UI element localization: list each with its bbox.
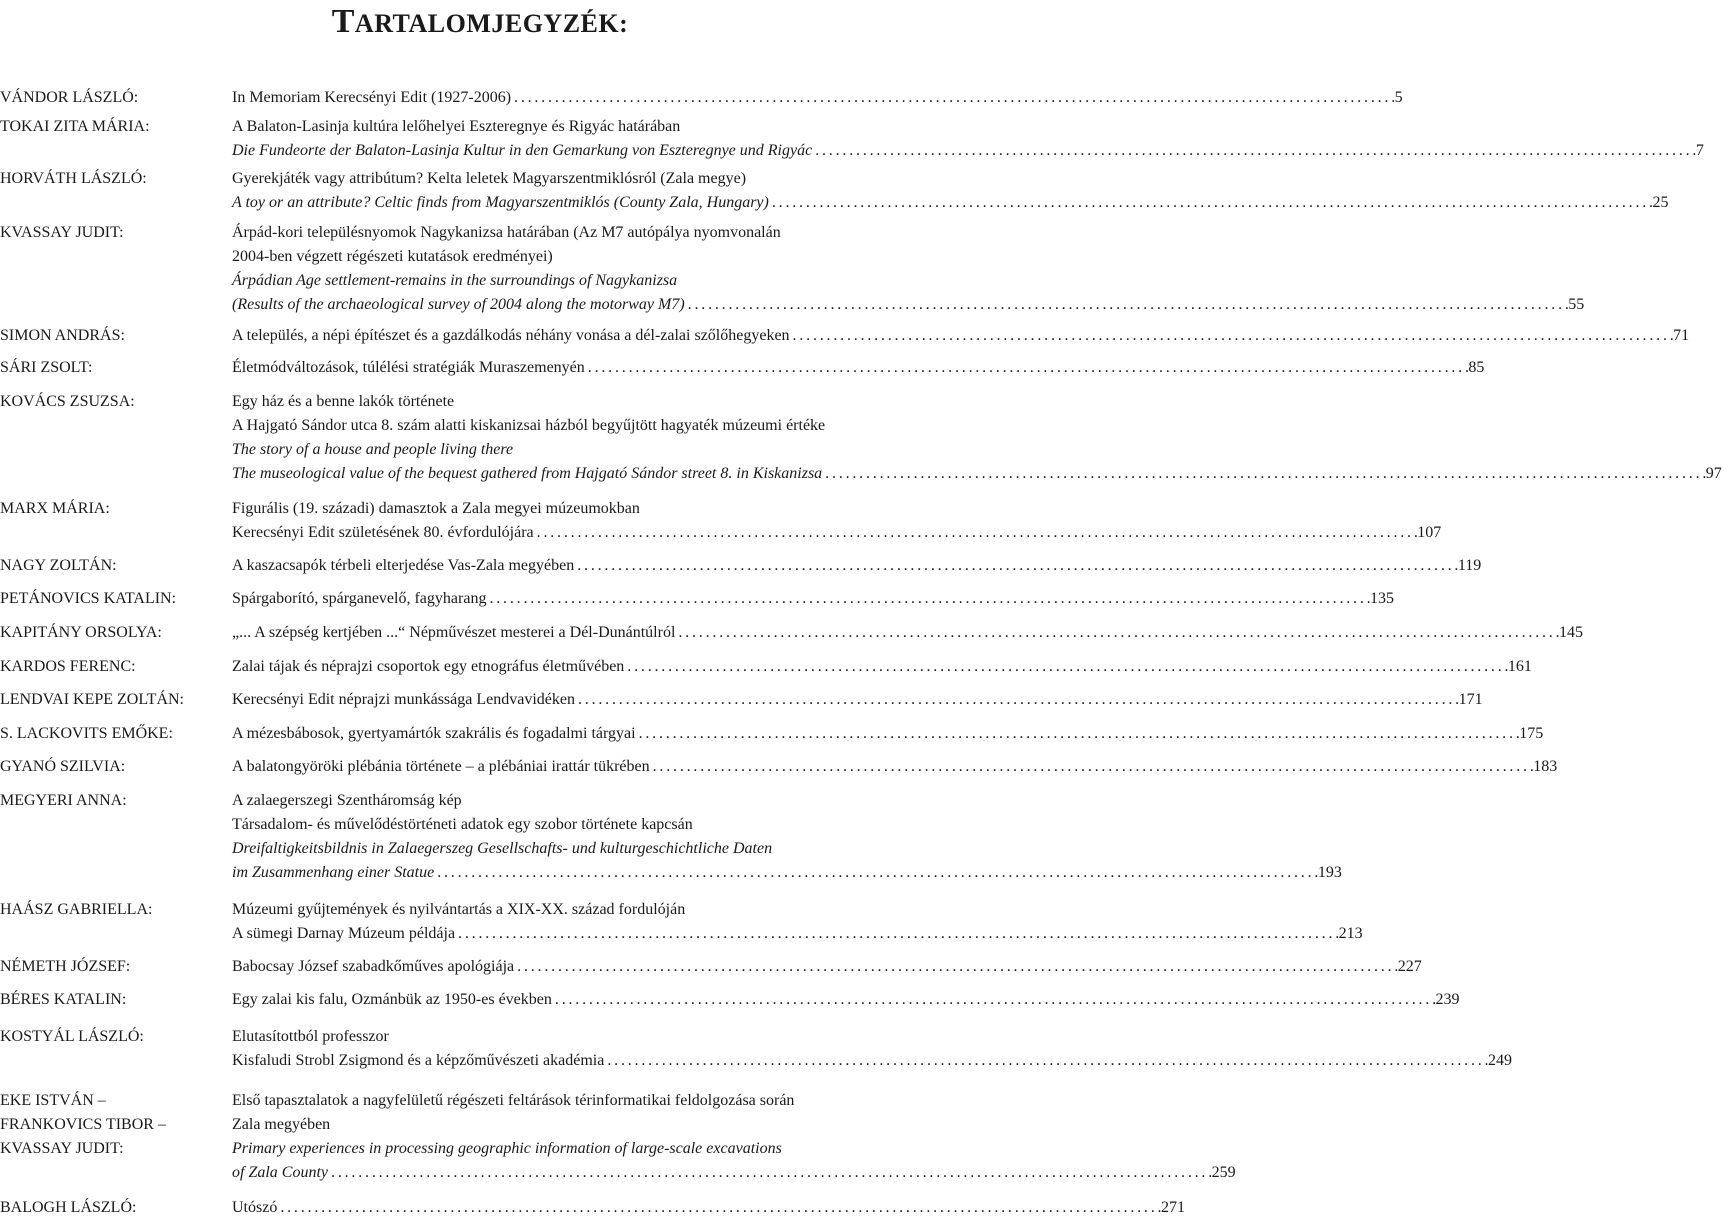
toc-title-block xyxy=(232,587,1396,611)
toc-entry xyxy=(0,1196,1185,1220)
toc-title-line xyxy=(232,789,1342,813)
title-text: Egy zalai kis falu, Ozmánbük az 1950-es években xyxy=(232,991,552,1008)
toc-title-block xyxy=(232,497,1443,545)
toc-entry xyxy=(0,497,1442,545)
dot-leader xyxy=(552,988,1436,1012)
title-text: Zalai tájak és néprajzi csoportok egy etnográfus életművében xyxy=(232,658,625,675)
table-of-contents xyxy=(0,86,1722,1220)
title-text: (Results of the archaeological survey of 2004 along the motorway M7) xyxy=(232,296,685,313)
author-name: BÉRES KATALIN: xyxy=(0,991,127,1008)
toc-title-line-last xyxy=(232,1196,1185,1220)
dot-leader xyxy=(511,86,1395,110)
toc-author xyxy=(0,898,232,946)
title-text: Die Fundeorte der Balaton-Lasinja Kultur in den Gemarkung von Eszteregnye und Rigyác xyxy=(232,142,813,159)
author-name: MARX MÁRIA: xyxy=(0,500,110,517)
page-number: 175 xyxy=(1519,725,1544,742)
dot-leader xyxy=(277,1196,1161,1220)
title-text: A mézesbábosok, gyertyamártók szakrális és fogadalmi tárgyai xyxy=(232,725,636,742)
toc-title-block xyxy=(232,86,1405,110)
toc-title-block xyxy=(232,1025,1514,1073)
title-text: Múzeumi gyűjtemények és nyilvántartás a XIX-XX. század fordulóján xyxy=(232,901,686,918)
toc-author xyxy=(0,115,232,163)
toc-title-line xyxy=(232,898,1363,922)
page-number: 239 xyxy=(1435,991,1460,1008)
toc-title-block xyxy=(232,1089,1238,1185)
author-name: HORVÁTH LÁSZLÓ: xyxy=(0,170,147,187)
toc-title-line-last xyxy=(232,191,1668,215)
page-number: 193 xyxy=(1317,864,1342,881)
toc-entry xyxy=(0,955,1422,979)
title-text: A balatongyöröki plébánia története – a plébániai irattár tükrében xyxy=(232,758,650,775)
toc-title-line xyxy=(232,1137,1236,1161)
toc-author xyxy=(0,497,232,545)
toc-title-line-last xyxy=(232,356,1484,380)
author-name: LENDVAI KEPE ZOLTÁN: xyxy=(0,691,184,708)
toc-title-block xyxy=(232,324,1691,348)
title-text: Primary experiences in processing geographic information of large-scale excavations xyxy=(232,1140,782,1157)
title-text: A kaszacsapók térbeli elterjedése Vas-Zala megyében xyxy=(232,557,575,574)
toc-title-block xyxy=(232,115,1706,163)
toc-title-line-last xyxy=(232,1049,1512,1073)
toc-entry xyxy=(0,722,1544,746)
toc-entry xyxy=(0,356,1485,380)
toc-title-line-last xyxy=(232,462,1722,486)
toc-title-line xyxy=(232,115,1704,139)
toc-entry xyxy=(0,755,1558,779)
author-name: GYANÓ SZILVIA: xyxy=(0,758,126,775)
author-name: NÉMETH JÓZSEF: xyxy=(0,958,131,975)
title-text: Gyerekjáték vagy attribútum? Kelta leletek Magyarszentmiklósról (Zala megye) xyxy=(232,170,747,187)
toc-entry xyxy=(0,988,1460,1012)
toc-title-line xyxy=(232,221,1584,245)
toc-entry xyxy=(0,554,1482,578)
toc-author xyxy=(0,86,232,110)
title-text: Társadalom- és művelődéstörténeti adatok egy szobor története kapcsán xyxy=(232,816,693,833)
dot-leader xyxy=(790,324,1674,348)
author-name: NAGY ZOLTÁN: xyxy=(0,557,117,574)
page-number: 107 xyxy=(1417,524,1442,541)
toc-title-line xyxy=(232,837,1342,861)
page-number: 145 xyxy=(1559,624,1584,641)
toc-title-line-last xyxy=(232,521,1441,545)
page-number: 7 xyxy=(1695,142,1704,159)
page-number: 25 xyxy=(1652,194,1669,211)
author-name: KOSTYÁL LÁSZLÓ: xyxy=(0,1028,144,1045)
toc-title-block xyxy=(232,755,1559,779)
toc-title-line-last xyxy=(232,1161,1236,1185)
author-name: KARDOS FERENC: xyxy=(0,658,136,675)
page-number: 171 xyxy=(1458,691,1483,708)
toc-entry xyxy=(0,390,1722,486)
title-text: Egy ház és a benne lakók története xyxy=(232,393,455,410)
title-text: Első tapasztalatok a nagyfelületű régészeti feltárások térinformatikai feldolgozása során xyxy=(232,1092,795,1109)
toc-title-line-last xyxy=(232,688,1483,712)
toc-title-line xyxy=(232,1089,1236,1113)
toc-author xyxy=(0,390,232,486)
title-text: Árpádian Age settlement-remains in the surroundings of Nagykanizsa xyxy=(232,272,678,289)
page-number: 97 xyxy=(1705,465,1722,482)
toc-title-line xyxy=(232,269,1584,293)
toc-title-line-last xyxy=(232,554,1481,578)
page-title xyxy=(0,0,960,50)
toc-title-block xyxy=(232,955,1424,979)
title-text: The story of a house and people living there xyxy=(232,441,514,458)
author-name: SÁRI ZSOLT: xyxy=(0,359,93,376)
dot-leader xyxy=(574,554,1458,578)
author-name: PETÁNOVICS KATALIN: xyxy=(0,590,177,607)
author-name: KVASSAY JUDIT: xyxy=(0,1140,124,1157)
toc-author xyxy=(0,1025,232,1073)
toc-author xyxy=(0,356,232,380)
dot-leader xyxy=(685,293,1569,317)
title-text: of Zala County xyxy=(232,1164,329,1181)
toc-title-line-last xyxy=(232,587,1394,611)
dot-leader xyxy=(434,861,1318,885)
dot-leader xyxy=(585,356,1469,380)
page-number: 5 xyxy=(1394,89,1403,106)
page-title-rest: ARTALOMJEGYZÉK: xyxy=(354,9,629,38)
page-number: 227 xyxy=(1397,958,1422,975)
toc-author xyxy=(0,789,232,885)
dot-leader xyxy=(675,621,1559,645)
toc-entry xyxy=(0,621,1584,645)
title-text: A zalaegerszegi Szentháromság kép xyxy=(232,792,462,809)
toc-author xyxy=(0,587,232,611)
title-text: Kerecsényi Edit néprajzi munkássága Lendvavidéken xyxy=(232,691,575,708)
toc-entry xyxy=(0,86,1403,110)
title-text: „... A szépség kertjében ...“ Népművészet mesterei a Dél-Dunántúlról xyxy=(232,624,676,641)
toc-title-line-last xyxy=(232,922,1363,946)
title-text: 2004-ben végzett régészeti kutatások eredményei) xyxy=(232,248,553,265)
title-text: Babocsay József szabadkőműves apológiája xyxy=(232,958,515,975)
toc-title-line xyxy=(232,390,1722,414)
author-name: EKE ISTVÁN – xyxy=(0,1092,106,1109)
author-name: BALOGH LÁSZLÓ: xyxy=(0,1199,137,1216)
toc-entry xyxy=(0,167,1669,215)
toc-title-block xyxy=(232,1196,1187,1220)
title-text: Elutasítottból professzor xyxy=(232,1028,389,1045)
page-number: 135 xyxy=(1370,590,1395,607)
title-text: In Memoriam Kerecsényi Edit (1927-2006) xyxy=(232,89,512,106)
toc-author xyxy=(0,1196,232,1220)
title-text: Dreifaltigkeitsbildnis in Zalaegerszeg Gesellschafts- und kulturgeschichtliche Daten xyxy=(232,840,773,857)
title-text: A Hajgató Sándor utca 8. szám alatti kiskanizsai házból begyűjtött hagyaték múzeumi értéke xyxy=(232,417,826,434)
toc-title-line xyxy=(232,1025,1512,1049)
toc-entry xyxy=(0,1089,1236,1185)
author-name: VÁNDOR LÁSZLÓ: xyxy=(0,89,139,106)
toc-title-line xyxy=(232,167,1668,191)
toc-author xyxy=(0,167,232,215)
title-text: A Balaton-Lasinja kultúra lelőhelyei Eszteregnye és Rigyác határában xyxy=(232,118,681,135)
page-number: 161 xyxy=(1507,658,1532,675)
toc-entry xyxy=(0,324,1690,348)
toc-title-block xyxy=(232,390,1724,486)
author-name: KVASSAY JUDIT: xyxy=(0,224,124,241)
author-name: KAPITÁNY ORSOLYA: xyxy=(0,624,162,641)
toc-author xyxy=(0,655,232,679)
toc-title-block xyxy=(232,554,1483,578)
toc-title-line-last xyxy=(232,955,1422,979)
toc-title-line xyxy=(232,497,1441,521)
dot-leader xyxy=(486,587,1370,611)
toc-entry xyxy=(0,789,1342,885)
toc-title-line-last xyxy=(232,86,1403,110)
toc-title-line xyxy=(232,813,1342,837)
toc-author xyxy=(0,722,232,746)
toc-author xyxy=(0,324,232,348)
toc-author xyxy=(0,755,232,779)
dot-leader xyxy=(514,955,1398,979)
toc-title-line-last xyxy=(232,621,1583,645)
title-text: Kisfaludi Strobl Zsigmond és a képzőművészeti akadémia xyxy=(232,1052,605,1069)
title-text: im Zusammenhang einer Statue xyxy=(232,864,435,881)
toc-title-line-last xyxy=(232,293,1584,317)
title-text: Árpád-kori településnyomok Nagykanizsa határában (Az M7 autópálya nyomvonalán xyxy=(232,224,781,241)
title-text: Kerecsényi Edit születésének 80. évfordulójára xyxy=(232,524,534,541)
author-name: SIMON ANDRÁS: xyxy=(0,327,125,344)
dot-leader xyxy=(650,755,1534,779)
title-text: Spárgaborító, spárganevelő, fagyharang xyxy=(232,590,487,607)
dot-leader xyxy=(636,722,1520,746)
toc-entry xyxy=(0,221,1585,317)
page-number: 271 xyxy=(1160,1199,1185,1216)
toc-title-block xyxy=(232,167,1670,215)
author-name: MEGYERI ANNA: xyxy=(0,792,127,809)
dot-leader xyxy=(624,655,1508,679)
page-number: 183 xyxy=(1533,758,1558,775)
dot-leader xyxy=(575,688,1459,712)
author-name: HAÁSZ GABRIELLA: xyxy=(0,901,153,918)
toc-entry xyxy=(0,1025,1512,1073)
toc-author xyxy=(0,955,232,979)
toc-author xyxy=(0,1089,232,1185)
toc-title-block xyxy=(232,655,1534,679)
title-text: A település, a népi építészet és a gazdálkodás néhány vonása a dél-zalai szőlőhegyeken xyxy=(232,327,790,344)
page-number: 119 xyxy=(1457,557,1482,574)
title-text: A sümegi Darnay Múzeum példája xyxy=(232,925,456,942)
toc-entry xyxy=(0,655,1532,679)
dot-leader xyxy=(534,521,1418,545)
author-name: FRANKOVICS TIBOR – xyxy=(0,1116,166,1133)
page-number: 55 xyxy=(1568,296,1585,313)
toc-title-block xyxy=(232,356,1486,380)
dot-leader xyxy=(822,462,1706,486)
author-name: KOVÁCS ZSUZSA: xyxy=(0,393,135,410)
title-text: The museological value of the bequest gathered from Hajgató Sándor street 8. in Kiskanizsa xyxy=(232,465,823,482)
page-title-initial: T xyxy=(331,3,355,40)
toc-author xyxy=(0,554,232,578)
page-number: 213 xyxy=(1338,925,1363,942)
toc-title-block xyxy=(232,722,1545,746)
toc-title-line xyxy=(232,438,1722,462)
author-name: S. LACKOVITS EMŐKE: xyxy=(0,725,173,742)
toc-title-line-last xyxy=(232,755,1557,779)
toc-author xyxy=(0,621,232,645)
author-name: TOKAI ZITA MÁRIA: xyxy=(0,118,150,135)
toc-title-line xyxy=(232,245,1584,269)
title-text: A toy or an attribute? Celtic finds from Magyarszentmiklós (County Zala, Hungary) xyxy=(232,194,769,211)
toc-author xyxy=(0,688,232,712)
toc-title-line-last xyxy=(232,722,1543,746)
toc-title-line-last xyxy=(232,988,1460,1012)
toc-author xyxy=(0,221,232,317)
page-number: 259 xyxy=(1211,1164,1236,1181)
dot-leader xyxy=(328,1161,1212,1185)
toc-title-line-last xyxy=(232,861,1342,885)
title-text: Életmódváltozások, túlélési stratégiák Muraszemenyén xyxy=(232,359,585,376)
page-number: 71 xyxy=(1673,327,1690,344)
toc-title-block xyxy=(232,621,1585,645)
toc-entry xyxy=(0,587,1395,611)
page-number: 249 xyxy=(1487,1052,1512,1069)
toc-title-line xyxy=(232,414,1722,438)
toc-title-block xyxy=(232,688,1485,712)
toc-title-block xyxy=(232,221,1586,317)
toc-title-line xyxy=(232,1113,1236,1137)
dot-leader xyxy=(455,922,1339,946)
toc-author xyxy=(0,988,232,1012)
toc-entry xyxy=(0,688,1483,712)
dot-leader xyxy=(604,1049,1488,1073)
toc-title-line-last xyxy=(232,139,1704,163)
toc-entry xyxy=(0,115,1704,163)
toc-title-block xyxy=(232,898,1365,946)
toc-entry xyxy=(0,898,1363,946)
toc-title-block xyxy=(232,988,1462,1012)
title-text: Utószó xyxy=(232,1199,278,1216)
page-number: 85 xyxy=(1468,359,1485,376)
title-text: Figurális (19. századi) damasztok a Zala megyei múzeumokban xyxy=(232,500,640,517)
dot-leader xyxy=(812,139,1696,163)
dot-leader xyxy=(769,191,1653,215)
toc-title-line-last xyxy=(232,655,1532,679)
toc-title-block xyxy=(232,789,1344,885)
title-text: Zala megyében xyxy=(232,1116,331,1133)
toc-title-line-last xyxy=(232,324,1689,348)
